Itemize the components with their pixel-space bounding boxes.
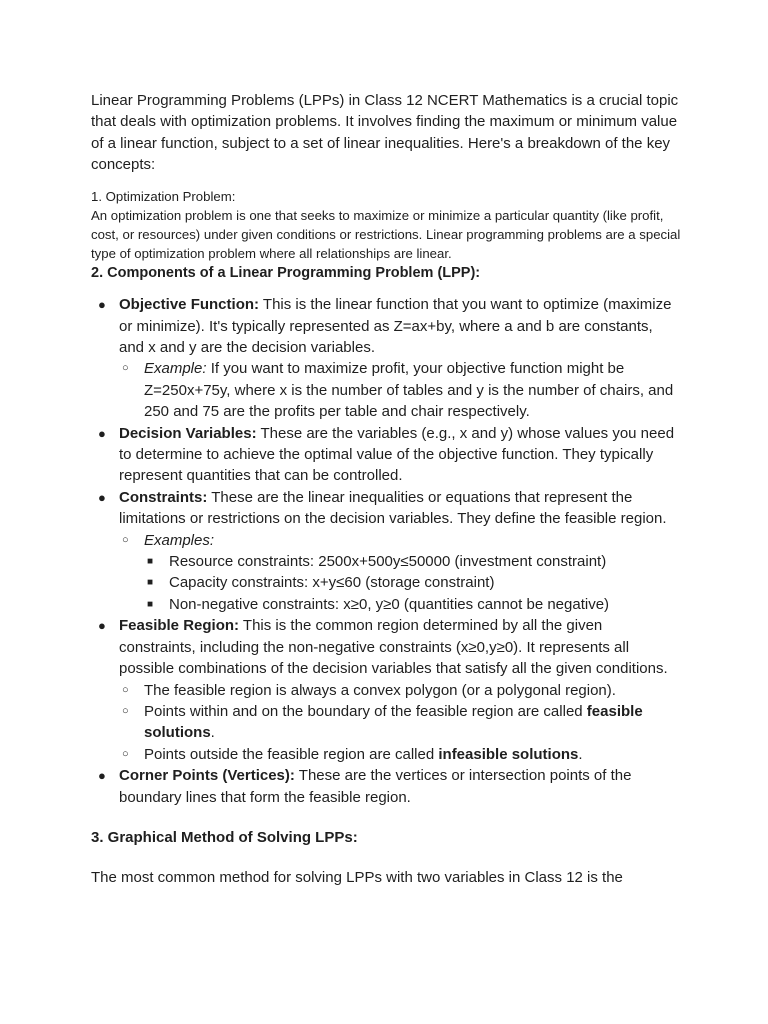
bullet-circle-icon: ○: [122, 533, 129, 546]
section-1-text: An optimization problem is one that seeks to maximize or minimize a particular quantity (like profit, cost, or resources) under given conditions or restrictions. Linear programming problems are a special type of optimization problem where all relationships are linear.: [91, 208, 681, 262]
section-3-heading: 3. Graphical Method of Solving LPPs:: [91, 828, 358, 846]
list-item-corner-points: [91, 765, 681, 808]
intro-paragraph: Linear Programming Problems (LPPs) in Class 12 NCERT Mathematics is a crucial topic that deals with optimization problems. It involves finding the maximum or minimum value of a linear function, subject to a set of linear inequalities. Here's a breakdown of the key concepts:: [91, 92, 679, 173]
list-item-example: [119, 358, 681, 422]
term-constraints: Constraints:: [119, 488, 208, 506]
constraints-sublist: [119, 530, 681, 616]
term-feasible-region: Feasible Region:: [119, 617, 240, 635]
bullet-square-icon: ■: [147, 598, 154, 610]
example-text: If you want to maximize profit, your objective function might be Z=250x+75y, where x is the number of tables and y is the number of chairs, and 250 and 75 are the profits per table and chair respectively.: [144, 360, 674, 421]
list-item-capacity-constraints: [144, 572, 681, 593]
term-corner-points: Corner Points (Vertices):: [119, 767, 295, 785]
bullet-disc-icon: ●: [98, 489, 106, 505]
bullet-disc-icon: ●: [98, 768, 106, 784]
bullet-circle-icon: ○: [122, 747, 129, 760]
section-2-heading: 2. Components of a Linear Programming Problem (LPP):: [91, 265, 481, 282]
infeasible-solutions-post: .: [578, 745, 583, 763]
feasible-solutions-post: .: [210, 724, 215, 742]
document-body: [91, 90, 681, 888]
corner-points-text: These are the vertices or intersection points of the boundary lines that form the feasible region.: [119, 767, 632, 806]
list-item-non-negative-constraints: [144, 594, 681, 615]
components-list: [91, 294, 681, 808]
bullet-circle-icon: ○: [122, 683, 129, 696]
bullet-circle-icon: ○: [122, 704, 129, 717]
feasible-solutions-pre: Points within and on the boundary of the feasible region are called: [144, 702, 587, 720]
feasible-sublist: [119, 680, 681, 766]
list-item-examples: [119, 530, 681, 616]
examples-label: Examples:: [144, 531, 215, 549]
list-item-convex-polygon: [119, 680, 681, 701]
decision-variables-text: These are the variables (e.g., x and y) whose values you need to determine to achieve the optimal value of the objective function. They typically represent quantities that can be controlled.: [119, 424, 675, 485]
term-decision-variables: Decision Variables:: [119, 424, 257, 442]
list-item-constraints: [91, 487, 681, 615]
list-item-infeasible-solutions: [119, 744, 681, 765]
bullet-disc-icon: ●: [98, 297, 106, 313]
feasible-region-text: This is the common region determined by all the given constraints, including the non-negative constraints (x≥0,y≥0). It represents all possible combinations of the decision variables that satisfy all the given conditions.: [119, 617, 668, 678]
objective-function-text: This is the linear function that you want to optimize (maximize or minimize). It's typically represented as Z=ax+by, where a and b are constants, and x and y are the decision variables.: [119, 296, 672, 356]
infeasible-solutions-pre: Points outside the feasible region are called: [144, 745, 439, 763]
section-1-heading: 1. Optimization Problem:: [91, 189, 236, 205]
objective-sublist: [119, 358, 681, 422]
constraints-text: These are the linear inequalities or equations that represent the limitations or restrictions on the decision variables. They define the feasible region.: [119, 488, 667, 528]
feasible-solutions-term: feasible solutions: [144, 702, 643, 742]
section-3-text: The most common method for solving LPPs with two variables in Class 12 is the: [91, 868, 623, 886]
list-item-feasible-solutions: [119, 701, 681, 744]
bullet-square-icon: ■: [147, 556, 154, 568]
examples-sublist: [144, 551, 681, 615]
example-label: Example:: [144, 360, 207, 378]
convex-polygon-text: The feasible region is always a convex polygon (or a polygonal region).: [144, 681, 616, 699]
infeasible-solutions-term: infeasible solutions: [438, 745, 579, 763]
non-negative-constraints-text: Non-negative constraints: x≥0, y≥0 (quantities cannot be negative): [169, 595, 610, 613]
bullet-circle-icon: ○: [122, 362, 129, 375]
term-objective-function: Objective Function:: [119, 296, 260, 314]
list-item-decision-variables: [91, 423, 681, 487]
bullet-disc-icon: ●: [98, 425, 106, 441]
capacity-constraints-text: Capacity constraints: x+y≤60 (storage constraint): [169, 574, 495, 592]
bullet-disc-icon: ●: [98, 618, 106, 634]
bullet-square-icon: ■: [147, 577, 154, 589]
resource-constraints-text: Resource constraints: 2500x+500y≤50000 (investment constraint): [169, 553, 607, 571]
list-item-objective-function: [91, 294, 681, 422]
list-item-resource-constraints: [144, 551, 681, 572]
list-item-feasible-region: [91, 615, 681, 765]
